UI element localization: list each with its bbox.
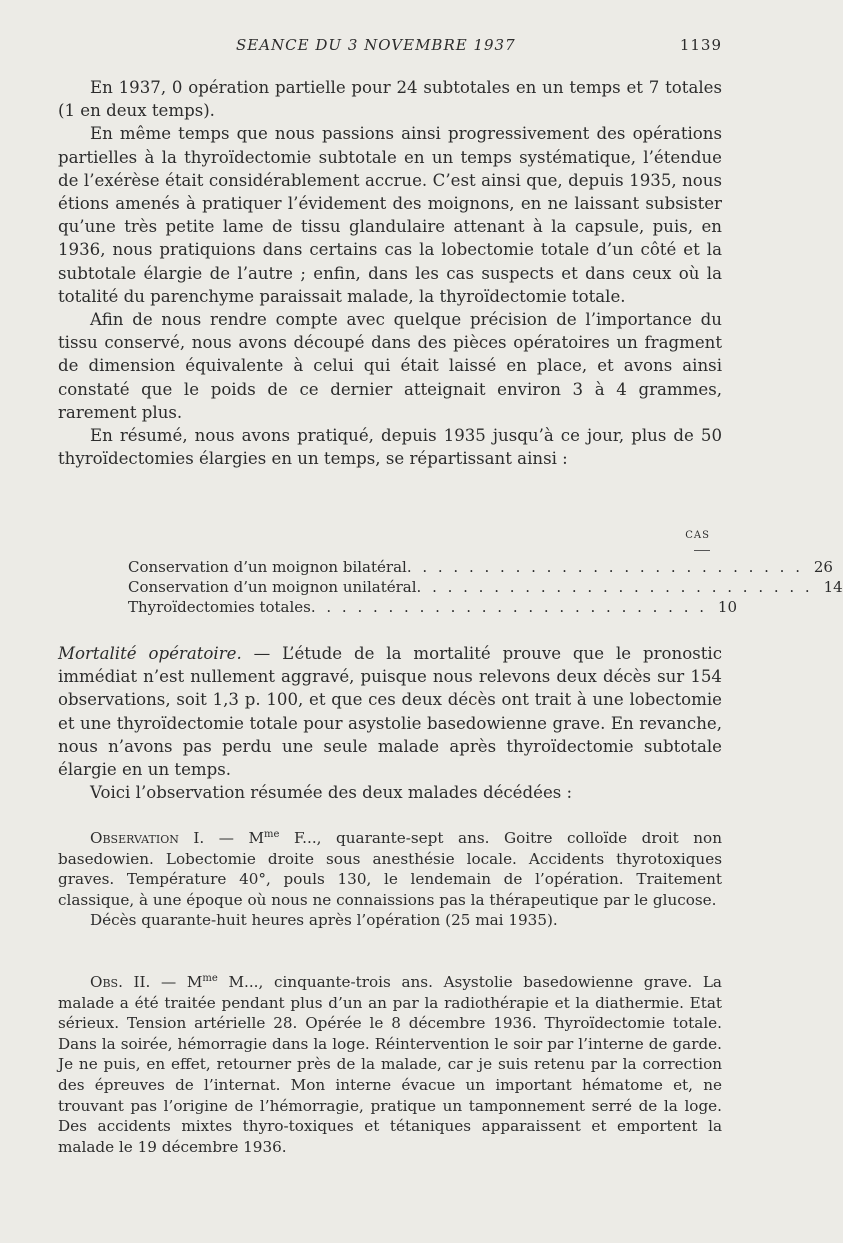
cases-table [128,526,843,617]
mortality-paragraph [58,642,722,781]
observation-1-death: Décès quarante-huit heures après l’opération (25 mai 1935). [90,911,558,930]
table-header: CAS [685,530,710,541]
table-row-label: Conservation d’un moignon bilatéral [128,558,407,576]
table-row-value: 10 [717,598,738,616]
paragraph-2: En même temps que nous passions ainsi progressivement des opérations partielles à la thyroïdectomie subtotale en un temps systématique, l’étendue de l’exérèse était considérablement accrue. C’est ainsi que, depuis 1935, nous étions amenés à pratiquer l’évidement des moignons, en ne laissant subsister qu’une très petite lame de tissu glandulaire attenant à la capsule, puis, en 1936, nous pratiquions dans certains cas la lobectomie totale d’un côté et la subtotale élargie de l’autre ; enfin, dans les cas suspects et dans ceux où la totalité du parenchyme paraissait malade, la thyroïdectomie totale. [58,124,722,306]
page-number: 1139 [679,36,722,54]
observation-1-label: Observation I. [90,829,205,847]
observation-1 [58,828,722,931]
leader-dots: . . . . . . . . . . . . . . . . . . . . . . . . . . [406,558,803,576]
paragraph-3: Afin de nous rendre compte avec quelque précision de l’importance du tissu conservé, nous avons découpé dans des pièces opératoires un fragment de dimension équivalente à celui qui était laissé en place, et avons ainsi constaté que le poids de ce dernier atteignait environ 3 à 4 grammes, rarement plus. [58,310,722,422]
observation-2-text [58,972,722,1157]
table-row [128,597,738,617]
paragraph-1: En 1937, 0 opération partielle pour 24 subtotales en un temps et 7 totales (1 en deux temps). [58,78,722,121]
observation-2-title-sup: me [202,972,218,984]
observation-1-text [58,828,722,910]
observation-1-dash: — M [204,829,265,847]
body-text [58,76,722,470]
mortality-section [58,642,722,804]
table-row [128,577,843,597]
mortality-intro: Voici l’observation résumée des deux malades décédées : [90,783,573,803]
leader-dots: . . . . . . . . . . . . . . . . . . . . . . . . . . [310,598,708,616]
table-row-label: Conservation d’un moignon unilatéral [128,578,417,596]
observation-2 [58,972,722,1157]
mortality-heading: Mortalité opératoire. [58,644,242,663]
observation-2-label: Obs. II. [90,973,151,991]
table-row-value: 14 [823,578,843,596]
observation-2-body: M..., cinquante-trois ans. Asystolie basedowienne grave. La malade a été traitée pendant plus d’un an par la radiothérapie et la diathermie. Etat sérieux. Tension artérielle 28. Opérée le 8 décembre 1936. Thyroïdectomie totale. Dans la soirée, hémorragie dans la loge. Réintervention le soir par l’interne de garde. Je ne puis, en effet, retourner près de la malade, car je suis retenu par la correction des épreuves de l’internat. Mon interne évacue un important hématome et, ne trouvant pas l’origine de l’hémorragie, pratique un tamponnement serré de la loge. Des accidents mixtes thyro-toxiques et tétaniques apparaissent et emportent la malade le 19 décembre 1936. [58,973,722,1156]
header-title: SEANCE DU 3 NOVEMBRE 1937 [236,36,516,54]
observation-1-body: F..., quarante-sept ans. Goitre colloïde droit non basedowien. Lobectomie droite sous anesthésie locale. Accidents thyrotoxiques graves. Température 40°, pouls 130, le lendemain de l’opération. Traitement classique, à une époque où nous ne connaissions pas la thérapeutique par le glucose. [58,829,722,909]
table-row-value: 26 [813,558,833,576]
table-row-label: Thyroïdectomies totales [128,598,311,616]
table-header-rule [694,550,710,551]
table-row [128,557,833,577]
running-header [58,36,722,56]
observation-2-dash: — M [150,973,203,991]
paragraph-4: En résumé, nous avons pratiqué, depuis 1935 jusqu’à ce jour, plus de 50 thyroïdectomies élargies en un temps, se répartissant ainsi : [58,426,722,469]
leader-dots: . . . . . . . . . . . . . . . . . . . . . . . . . . [416,578,813,596]
observation-1-title-sup: me [264,828,280,840]
mortality-text: — L’étude de la mortalité prouve que le pronostic immédiat n’est nullement aggravé, puisque nous relevons deux décès sur 154 observations, soit 1,3 p. 100, et que ces deux décès ont trait à une lobectomie et une thyroïdectomie totale pour asystolie basedowienne grave. En revanche, nous n’avons pas perdu une seule malade après thyroïdectomie subtotale élargie en un temps. [58,644,722,780]
